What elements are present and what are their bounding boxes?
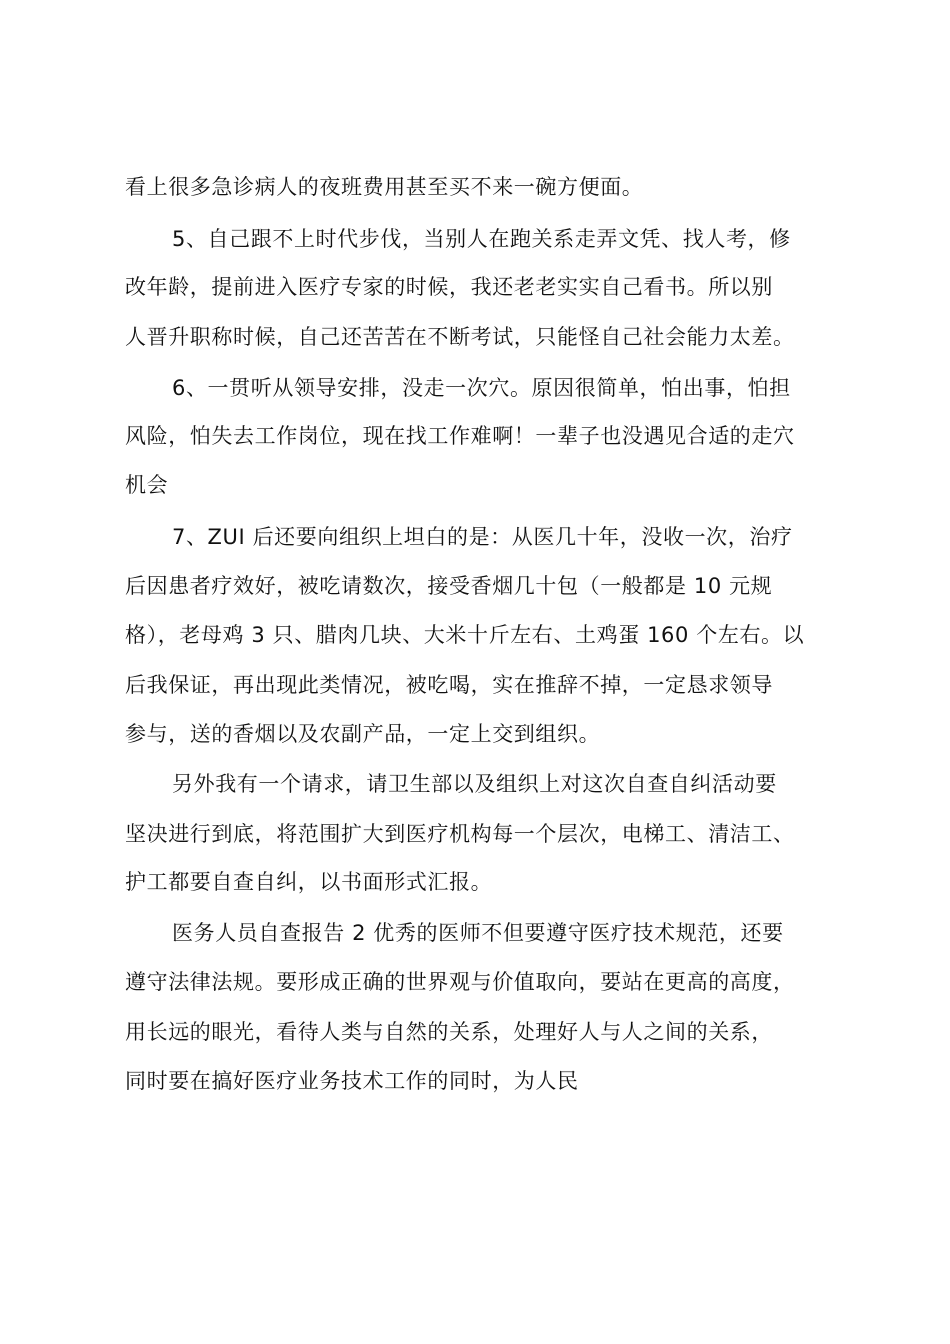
text-line: 医务人员自查报告 2 优秀的医师不但要遵守医疗技术规范，还要 — [172, 921, 784, 945]
text-line: 遵守法律法规。要形成正确的世界观与价值取向，要站在更高的高度， — [125, 970, 795, 994]
text-line: 后因患者疗效好，被吃请数次，接受香烟几十包（一般都是 10 元规 — [125, 574, 773, 598]
text-line: 另外我有一个请求，请卫生部以及组织上对这次自查自纠活动要 — [172, 772, 777, 796]
text-line: 参与，送的香烟以及农副产品，一定上交到组织。 — [125, 722, 601, 746]
text-line: 同时要在搞好医疗业务技术工作的同时，为人民 — [125, 1069, 579, 1093]
text-line: 7、ZUI 后还要向组织上坦白的是：从医几十年，没收一次，治疗 — [172, 525, 793, 549]
text-line: 格），老母鸡 3 只、腊肉几块、大米十斤左右、土鸡蛋 160 个左右。以 — [125, 623, 805, 647]
text-line: 看上很多急诊病人的夜班费用甚至买不来一碗方便面。 — [125, 175, 644, 199]
text-line: 用长远的眼光，看待人类与自然的关系，处理好人与人之间的关系， — [125, 1020, 773, 1044]
text-line: 机会 — [125, 473, 169, 497]
text-line: 坚决进行到底，将范围扩大到医疗机构每一个层次，电梯工、清洁工、 — [125, 822, 795, 846]
text-line: 5、自己跟不上时代步伐，当别人在跑关系走弄文凭、找人考，修 — [172, 227, 791, 251]
text-line: 人晋升职称时候，自己还苦苦在不断考试，只能怪自己社会能力太差。 — [125, 325, 795, 349]
text-line: 6、一贯听从领导安排，没走一次穴。原因很简单，怕出事，怕担 — [172, 376, 791, 400]
text-line: 护工都要自查自纠，以书面形式汇报。 — [125, 870, 493, 894]
text-line: 改年龄，提前进入医疗专家的时候，我还老老实实自己看书。所以别 — [125, 275, 773, 299]
text-line: 风险，怕失去工作岗位，现在找工作难啊！一辈子也没遇见合适的走穴 — [125, 424, 795, 448]
text-line: 后我保证，再出现此类情况，被吃喝，实在推辞不掉，一定恳求领导 — [125, 673, 773, 697]
